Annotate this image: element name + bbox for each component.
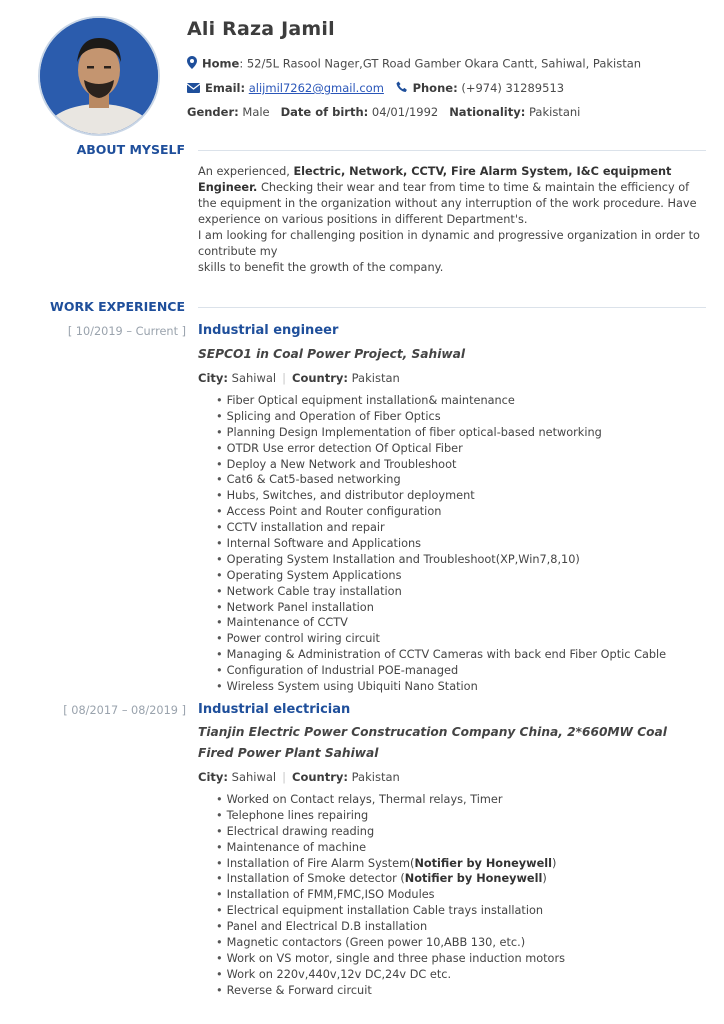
duty-item — [216, 871, 565, 887]
duty-text: Reverse & Forward circuit — [226, 983, 372, 997]
about-divider — [198, 150, 706, 151]
duty-text: Managing & Administration of CCTV Cameras with back end Fiber Optic Cable — [226, 648, 667, 662]
duty-item — [216, 441, 666, 457]
duty-item — [216, 808, 565, 824]
duty-item — [216, 792, 565, 808]
duty-item — [216, 615, 666, 631]
duty-text: Fiber Optical equipment installation& maintenance — [226, 394, 515, 407]
job-1-city: Sahiwal — [231, 371, 277, 385]
duty-text: Network Cable tray installation — [226, 584, 402, 598]
duty-text: Installation of FMM,FMC,ISO Modules — [226, 888, 435, 902]
duty-text: Network Panel installation — [226, 600, 374, 614]
gender-label: Gender: — [187, 105, 239, 119]
duty-brand: Notifier by Honeywell — [414, 856, 552, 870]
duty-text: Telephone lines repairing — [226, 808, 369, 822]
work-section-title: WORK EXPERIENCE — [50, 299, 185, 314]
phone-label: Phone: — [412, 81, 458, 95]
gender-value: Male — [242, 105, 270, 119]
duty-item — [216, 536, 666, 552]
job-2-city: Sahiwal — [231, 770, 277, 784]
about-text-2: I am looking for challenging position in dynamic and progressive organization in order to contribute my — [198, 229, 700, 258]
job-1-city-label: City: — [198, 371, 228, 385]
job-1-country: Pakistan — [351, 371, 400, 385]
email-label: Email: — [205, 81, 246, 95]
duty-text: Magnetic contactors (Green power 10,ABB 130, etc.) — [226, 936, 526, 950]
about-intro: An experienced, — [198, 165, 290, 178]
duty-item — [216, 600, 666, 616]
duty-item — [216, 472, 666, 488]
duty-text: Operating System Installation and Troubleshoot(XP,Win7,8,10) — [226, 552, 580, 566]
job-2-country-label: Country: — [292, 770, 348, 784]
job-1-date: [ 10/2019 – Current ] — [67, 325, 186, 338]
nationality-label: Nationality: — [449, 105, 526, 119]
duty-text: Electrical drawing reading — [226, 824, 375, 838]
duty-text: Access Point and Router configuration — [226, 505, 442, 519]
contact-row — [187, 81, 564, 96]
job-2-employer: Tianjin Electric Power Construcation Company China, 2*660MW Coal Fired Power Plant Sahiwal — [198, 725, 667, 760]
about-section-title: ABOUT MYSELF — [76, 142, 185, 157]
duty-item — [216, 856, 565, 872]
duty-text: OTDR Use error detection Of Optical Fiber — [226, 441, 463, 455]
duty-text: Maintenance of machine — [226, 840, 367, 854]
job-1-location: City: Sahiwal | Country: Pakistan — [198, 371, 400, 385]
duty-item — [216, 520, 666, 536]
duty-item — [216, 552, 666, 568]
work-divider — [198, 307, 706, 308]
duty-text: Worked on Contact relays, Thermal relays, Timer — [226, 793, 503, 806]
duty-text: Internal Software and Applications — [226, 537, 422, 551]
home-address: : 52/5L Rasool Nager,GT Road Gamber Okara Cantt, Sahiwal, Pakistan — [239, 56, 642, 71]
home-label: Home — [202, 56, 240, 71]
about-text-1: Checking their wear and tear from time to time & maintain the efficiency of the equipment in the organization without any interruption of the work procedure. Have experience on various positions in different Department's. — [198, 181, 697, 226]
duty-item — [216, 951, 565, 967]
duty-text: Installation of Fire Alarm System( — [226, 856, 415, 870]
dob-label: Date of birth: — [280, 105, 369, 119]
home-row — [187, 56, 641, 72]
about-text-3: skills to benefit the growth of the company. — [198, 261, 444, 274]
duty-text: Planning Design Implementation of fiber optical-based networking — [226, 425, 602, 439]
duty-item — [216, 488, 666, 504]
duty-text: CCTV installation and repair — [226, 521, 385, 535]
duty-text: Maintenance of CCTV — [226, 616, 348, 630]
duty-text: Operating System Applications — [226, 568, 402, 582]
duty-text: Cat6 & Cat5-based networking — [226, 473, 401, 487]
duty-brand: Notifier by Honeywell — [404, 872, 543, 886]
job-1-employer: SEPCO1 in Coal Power Project, Sahiwal — [198, 347, 466, 361]
duty-close-paren: ) — [542, 872, 547, 886]
duty-text: Deploy a New Network and Troubleshoot — [226, 457, 457, 471]
duty-close-paren: ) — [551, 856, 557, 870]
duty-item — [216, 631, 666, 647]
duty-item — [216, 679, 666, 695]
job-2-city-label: City: — [198, 770, 228, 784]
duty-item — [216, 663, 666, 679]
about-intro-bold: Electric, Network, CCTV, Fire Alarm System, I&C equipment Engineer. — [198, 165, 672, 194]
duty-text: Wireless System using Ubiquiti Nano Station — [226, 680, 478, 694]
duty-text: Work on 220v,440v,12v DC,24v DC etc. — [226, 967, 452, 981]
job-1-country-label: Country: — [292, 371, 348, 385]
candidate-name: Ali Raza Jamil — [187, 18, 335, 40]
duty-item — [216, 903, 565, 919]
email-link[interactable]: alijmil7262@gmail.com — [248, 81, 384, 95]
job-2-location: City: Sahiwal | Country: Pakistan — [198, 770, 400, 784]
duty-item — [216, 409, 666, 425]
duty-item — [216, 919, 565, 935]
duty-text: Work on VS motor, single and three phase induction motors — [226, 951, 565, 965]
duty-text: Splicing and Operation of Fiber Optics — [226, 409, 441, 423]
duty-text: Electrical equipment installation Cable trays installation — [226, 904, 544, 918]
job-2-country: Pakistan — [351, 770, 400, 784]
profile-photo — [38, 16, 160, 136]
about-paragraph — [198, 164, 708, 276]
duty-item — [216, 840, 565, 856]
duty-item — [216, 967, 565, 983]
location-pin-icon — [187, 56, 197, 72]
nationality-value: Pakistani — [529, 105, 581, 119]
duty-text: Hubs, Switches, and distributor deployment — [226, 489, 475, 503]
duty-item — [216, 824, 565, 840]
duty-item — [216, 425, 666, 441]
duty-text: Configuration of Industrial POE-managed — [226, 664, 459, 678]
duty-item — [216, 504, 666, 520]
duty-item — [216, 887, 565, 903]
duty-item — [216, 983, 565, 999]
job-1-duties-list — [216, 393, 666, 695]
duty-item — [216, 647, 666, 663]
duty-text: Power control wiring circuit — [226, 632, 380, 646]
job-1-title: Industrial engineer — [198, 323, 339, 338]
duty-item — [216, 584, 666, 600]
duty-item — [216, 935, 565, 951]
duty-text: Panel and Electrical D.B installation — [226, 920, 428, 934]
job-2-duties-list — [216, 792, 565, 999]
duty-item — [216, 568, 666, 584]
phone-icon — [396, 81, 408, 96]
phone-value: (+974) 31289513 — [461, 81, 565, 95]
duty-item — [216, 393, 666, 409]
job-2-title: Industrial electrician — [198, 702, 351, 717]
personal-info-row — [187, 105, 580, 119]
dob-value: 04/01/1992 — [371, 105, 439, 119]
duty-item — [216, 457, 666, 473]
envelope-icon — [187, 82, 200, 96]
duty-text: Installation of Smoke detector ( — [226, 872, 405, 886]
job-2-date: [ 08/2017 – 08/2019 ] — [63, 704, 186, 717]
